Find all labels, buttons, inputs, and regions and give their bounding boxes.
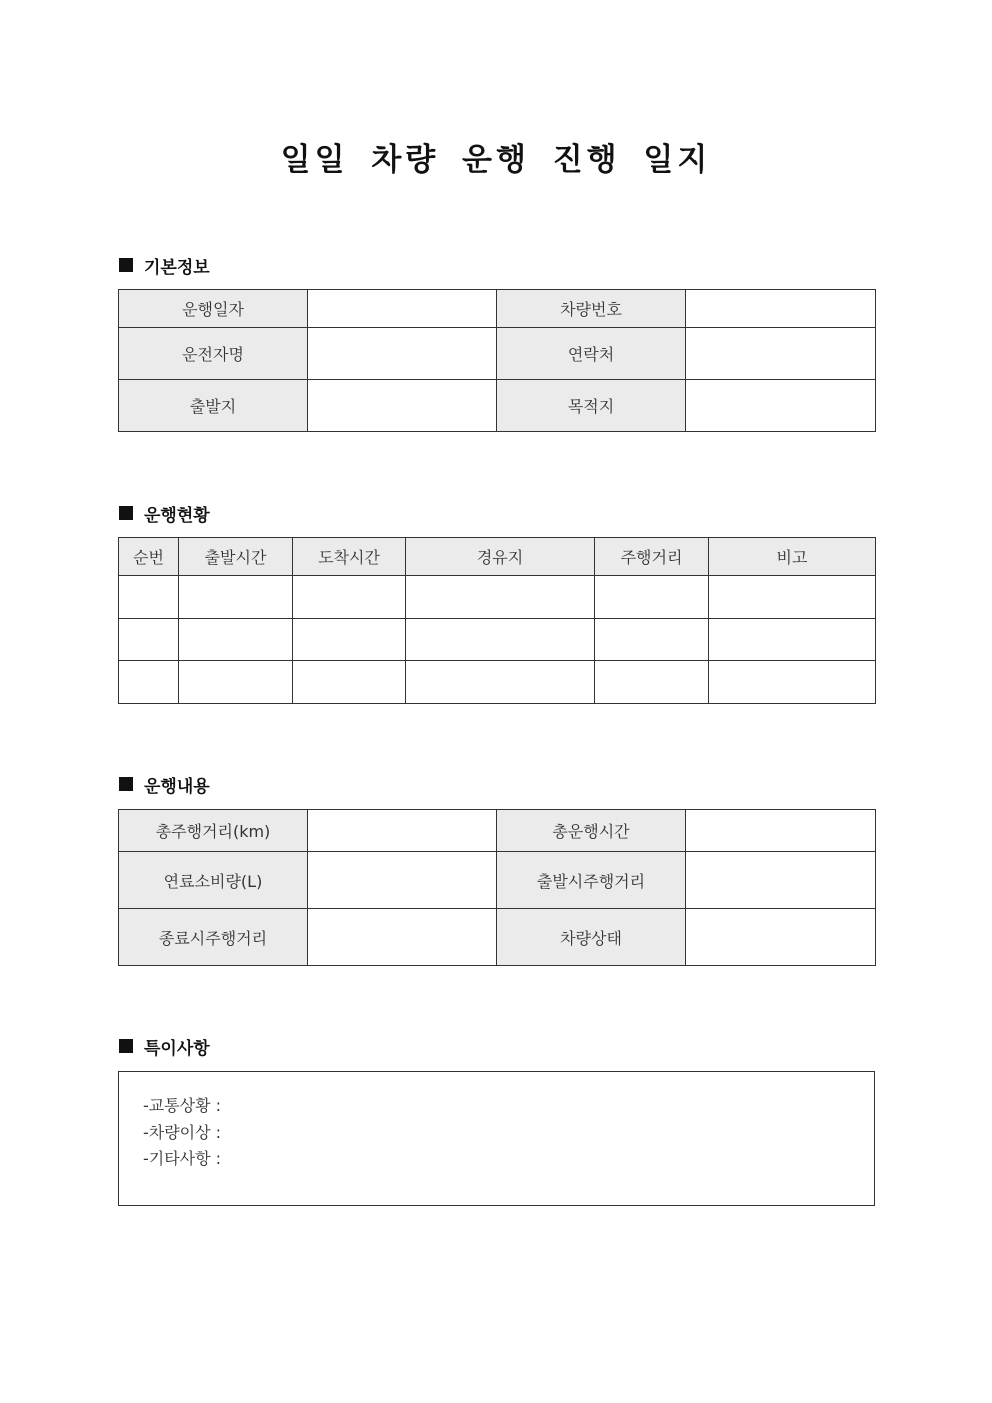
column-header: 경유지 xyxy=(406,538,595,576)
square-bullet-icon xyxy=(119,777,133,791)
section-title: 특이사항 xyxy=(144,1038,210,1059)
table-row xyxy=(119,852,876,909)
notes-box[interactable] xyxy=(118,1071,875,1206)
field-label: 연락처 xyxy=(497,328,686,380)
table-cell[interactable] xyxy=(709,661,876,704)
section-title: 운행내용 xyxy=(144,776,210,797)
field-label: 차량상태 xyxy=(497,909,686,966)
table-cell[interactable] xyxy=(595,576,709,619)
table-cell[interactable] xyxy=(179,661,293,704)
table-row xyxy=(119,661,876,704)
field-value-cell[interactable] xyxy=(308,909,497,966)
field-value-cell[interactable] xyxy=(686,380,876,432)
table-cell[interactable] xyxy=(119,661,179,704)
field-value-cell[interactable] xyxy=(686,328,876,380)
section-title: 기본정보 xyxy=(144,257,210,278)
square-bullet-icon xyxy=(119,258,133,272)
trip-status-table xyxy=(118,537,876,704)
section-title: 운행현황 xyxy=(144,505,210,526)
field-label: 출발시주행거리 xyxy=(497,852,686,909)
field-label: 차량번호 xyxy=(497,290,686,328)
section-heading-notes xyxy=(119,1034,210,1058)
table-cell[interactable] xyxy=(293,576,406,619)
field-value-cell[interactable] xyxy=(686,810,876,852)
field-value-cell[interactable] xyxy=(686,909,876,966)
field-label: 운전자명 xyxy=(119,328,308,380)
field-value-cell[interactable] xyxy=(308,380,497,432)
table-cell[interactable] xyxy=(406,661,595,704)
field-label: 연료소비량(L) xyxy=(119,852,308,909)
field-label: 목적지 xyxy=(497,380,686,432)
basic-info-table xyxy=(118,289,876,432)
field-label: 총운행시간 xyxy=(497,810,686,852)
table-row xyxy=(119,380,876,432)
column-header: 순번 xyxy=(119,538,179,576)
column-header: 도착시간 xyxy=(293,538,406,576)
column-header: 비고 xyxy=(709,538,876,576)
square-bullet-icon xyxy=(119,1039,133,1053)
section-heading-content xyxy=(119,772,210,796)
field-label: 총주행거리(km) xyxy=(119,810,308,852)
page-title: 일일 차량 운행 진행 일지 xyxy=(280,142,712,178)
trip-content-table xyxy=(118,809,876,966)
table-header-row xyxy=(119,538,876,576)
table-cell[interactable] xyxy=(406,619,595,661)
field-value-cell[interactable] xyxy=(308,852,497,909)
table-cell[interactable] xyxy=(179,576,293,619)
field-label: 출발지 xyxy=(119,380,308,432)
table-cell[interactable] xyxy=(709,576,876,619)
field-label: 운행일자 xyxy=(119,290,308,328)
table-cell[interactable] xyxy=(709,619,876,661)
field-value-cell[interactable] xyxy=(308,290,497,328)
field-label: 종료시주행거리 xyxy=(119,909,308,966)
table-cell[interactable] xyxy=(179,619,293,661)
table-cell[interactable] xyxy=(293,619,406,661)
table-cell[interactable] xyxy=(406,576,595,619)
field-value-cell[interactable] xyxy=(686,852,876,909)
table-row xyxy=(119,328,876,380)
table-cell[interactable] xyxy=(119,619,179,661)
field-value-cell[interactable] xyxy=(308,328,497,380)
notes-line-vehicle: -차량이상 : xyxy=(143,1123,222,1142)
section-heading-basic xyxy=(119,253,210,277)
table-cell[interactable] xyxy=(595,661,709,704)
section-heading-status xyxy=(119,501,210,525)
field-value-cell[interactable] xyxy=(686,290,876,328)
table-row xyxy=(119,619,876,661)
table-cell[interactable] xyxy=(293,661,406,704)
table-row xyxy=(119,290,876,328)
field-value-cell[interactable] xyxy=(308,810,497,852)
table-row xyxy=(119,810,876,852)
column-header: 출발시간 xyxy=(179,538,293,576)
table-row xyxy=(119,909,876,966)
notes-line-other: -기타사항 : xyxy=(143,1149,222,1168)
column-header: 주행거리 xyxy=(595,538,709,576)
table-cell[interactable] xyxy=(119,576,179,619)
table-cell[interactable] xyxy=(595,619,709,661)
table-row xyxy=(119,576,876,619)
square-bullet-icon xyxy=(119,506,133,520)
notes-line-traffic: -교통상황 : xyxy=(143,1096,222,1115)
